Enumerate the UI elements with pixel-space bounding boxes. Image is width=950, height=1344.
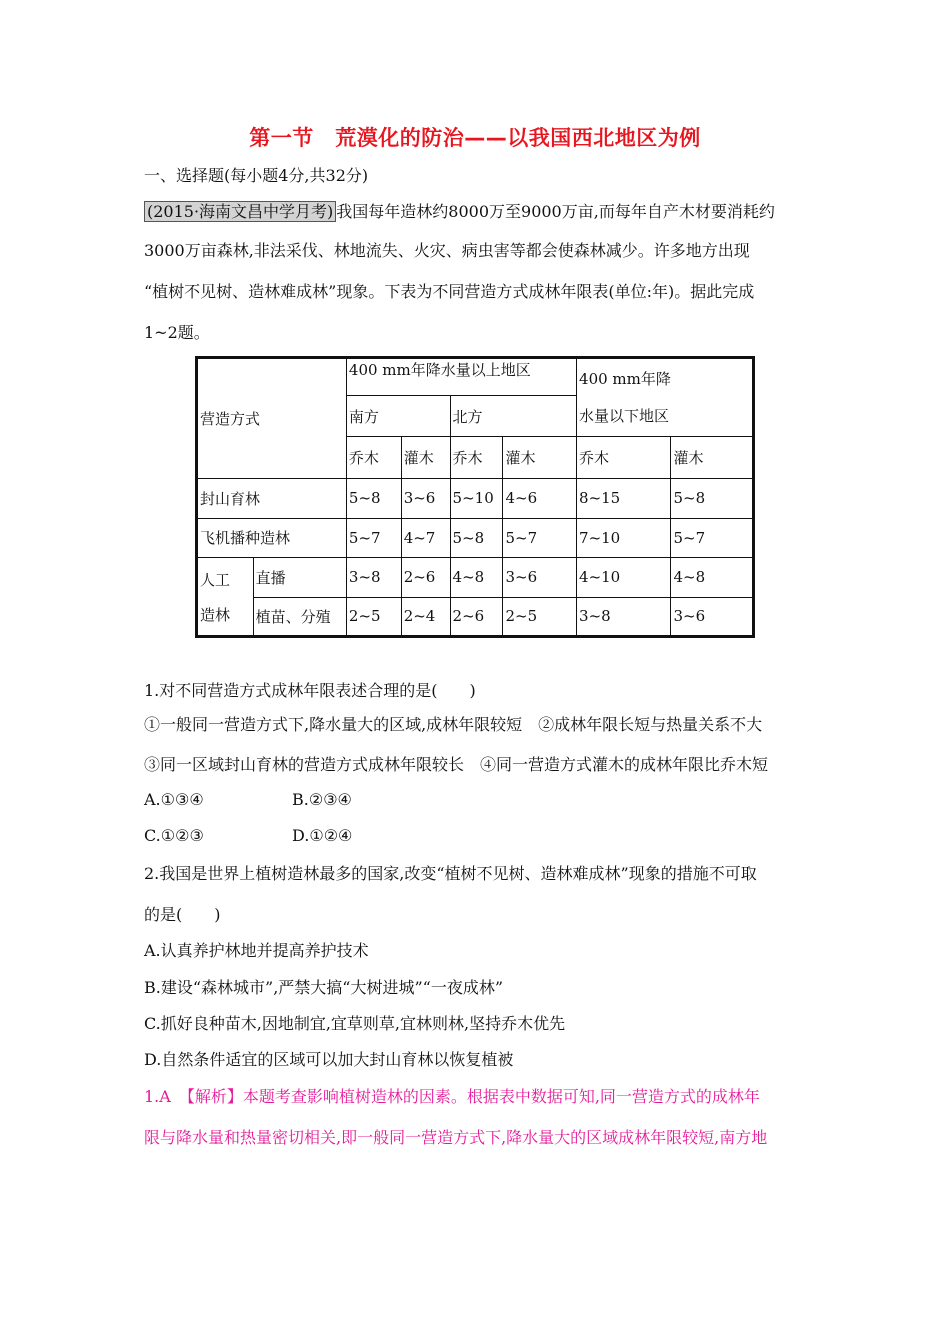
page-title: 第一节 荒漠化的防治——以我国西北地区为例 [249,126,701,150]
table-cell: 2~5 [503,597,577,636]
row-label: 直播 [253,558,346,597]
header-method: 营造方式 [197,358,347,479]
table-cell: 2~4 [401,597,450,636]
table-cell: 5~7 [346,518,401,557]
header-above-400: 400 mm年降水量以上地区 [346,358,576,396]
row-group-label-l2: 造林 [200,605,231,624]
q1-option-c: C.①②③ [144,826,204,845]
header-shrub: 灌木 [671,436,754,478]
table-cell: 5~8 [346,479,401,518]
table-cell: 5~8 [450,518,503,557]
answer-line-2: 限与降水量和热量密切相关,即一般同一营造方式下,降水量大的区域成林年限较短,南方地 [144,1128,768,1147]
table-row [197,518,754,557]
q1-statements-1: ①一般同一营造方式下,降水量大的区域,成林年限较短 ②成林年限长短与热量关系不大 [144,715,763,734]
table-row [197,479,754,518]
table-cell: 2~5 [346,597,401,636]
header-shrub: 灌木 [401,436,450,478]
q2-option-c: C.抓好良种苗木,因地制宜,宜草则草,宜林则林,坚持乔木优先 [144,1014,566,1033]
q1-option-a: A.①③④ [144,790,204,809]
table-cell: 2~6 [401,558,450,597]
table-cell: 4~10 [577,558,671,597]
row-group-label-l1: 人工 [200,570,231,589]
table-cell: 3~8 [577,597,671,636]
source-tag: (2015·海南文昌中学月考) [144,201,336,222]
q2-option-a: A.认真养护林地并提高养护技术 [144,941,369,960]
header-below-400-l1: 400 mm年降 [579,370,671,389]
header-south: 南方 [346,396,450,436]
table-cell: 5~8 [671,479,754,518]
header-tree: 乔木 [346,436,401,478]
table-row [197,597,754,636]
row-label: 植苗、分殖 [253,597,346,636]
table-cell: 7~10 [577,518,671,557]
table-cell: 3~6 [671,597,754,636]
table-cell: 4~6 [503,479,577,518]
q1-stem: 1.对不同营造方式成林年限表述合理的是( ) [144,681,476,700]
intro-line-1 [144,199,775,222]
row-group-label [197,558,254,637]
q1-option-b: B.②③④ [292,790,352,809]
intro-line-4: 1~2题。 [144,323,210,342]
header-shrub: 灌木 [503,436,577,478]
section-heading: 一、选择题(每小题4分,共32分) [144,166,369,185]
table-cell: 2~6 [450,597,503,636]
q2-stem-2: 的是( ) [144,905,221,924]
table-row [197,558,754,597]
header-below-400-l2: 水量以下地区 [579,407,670,426]
table-cell: 8~15 [577,479,671,518]
answer-line-1: 1.A 【解析】本题考查影响植树造林的因素。根据表中数据可知,同一营造方式的成林年 [144,1087,760,1106]
row-label: 飞机播种造林 [197,518,347,557]
table-cell: 4~8 [450,558,503,597]
table-cell: 5~7 [671,518,754,557]
table-cell: 5~10 [450,479,503,518]
afforestation-table [195,356,755,638]
table-cell: 4~7 [401,518,450,557]
table-cell: 5~7 [503,518,577,557]
intro-text-1: 我国每年造林约8000万至9000万亩,而每年自产木材要消耗约 [336,202,775,221]
q2-stem-1: 2.我国是世界上植树造林最多的国家,改变“植树不见树、造林难成林”现象的措施不可取 [144,864,757,883]
table-cell: 3~6 [503,558,577,597]
table-cell: 3~8 [346,558,401,597]
header-tree: 乔木 [450,436,503,478]
header-north: 北方 [450,396,576,436]
q1-option-d: D.①②④ [292,826,353,845]
header-below-400 [577,358,754,437]
row-label: 封山育林 [197,479,347,518]
table-cell: 3~6 [401,479,450,518]
q2-option-b: B.建设“森林城市”,严禁大搞“大树进城”“一夜成林” [144,978,504,997]
intro-line-2: 3000万亩森林,非法采伐、林地流失、火灾、病虫害等都会使森林减少。许多地方出现 [144,241,750,260]
intro-line-3: “植树不见树、造林难成林”现象。下表为不同营造方式成林年限表(单位:年)。据此完成 [144,282,755,301]
header-tree: 乔木 [577,436,671,478]
table-cell: 4~8 [671,558,754,597]
q2-option-d: D.自然条件适宜的区域可以加大封山育林以恢复植被 [144,1050,514,1069]
q1-statements-2: ③同一区域封山育林的营造方式成林年限较长 ④同一营造方式灌木的成林年限比乔木短 [144,755,769,774]
